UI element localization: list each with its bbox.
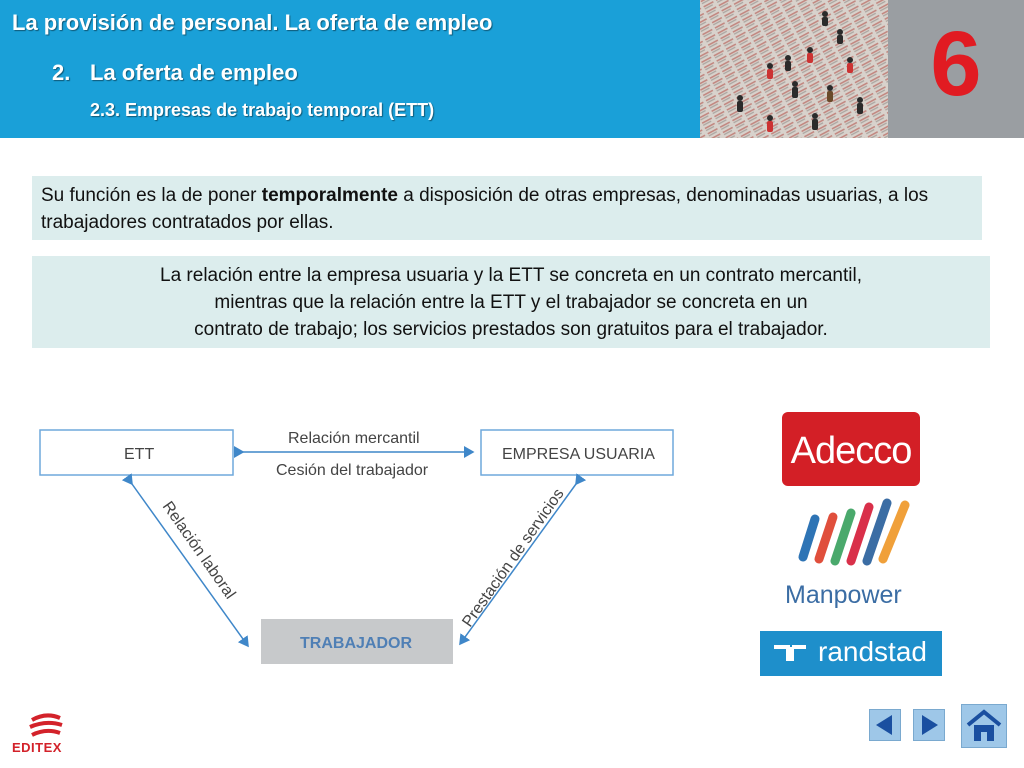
randstad-mark-icon — [770, 631, 820, 676]
editex-logo-text: EDITEX — [12, 740, 62, 755]
section-number: 2. — [52, 60, 71, 85]
header-photo — [700, 0, 888, 138]
manpower-stripes-icon — [783, 497, 921, 577]
cesion-label: Cesión del trabajador — [276, 462, 429, 479]
section-heading — [52, 60, 298, 86]
relations-line-2: mientras que la relación entre la ETT y el trabajador se concreta en un — [214, 292, 808, 313]
manpower-logo — [783, 497, 921, 613]
editex-logo — [12, 712, 78, 760]
house-icon — [962, 705, 1006, 747]
randstad-logo-text: randstad — [818, 636, 927, 667]
definition-box — [32, 176, 982, 240]
mercantil-label: Relación mercantil — [288, 430, 420, 447]
relations-line-1: La relación entre la empresa usuaria y la ETT se concreta en un contrato mercantil, — [160, 265, 862, 286]
chapter-badge — [888, 0, 1024, 138]
definition-bold-word: temporalmente — [261, 185, 398, 206]
trabajador-label: TRABAJADOR — [300, 635, 412, 652]
triangle-left-icon — [870, 710, 900, 740]
triangle-right-icon — [914, 710, 944, 740]
ett-node-label: ETT — [124, 446, 155, 463]
header-banner — [0, 0, 700, 138]
laboral-label: Relación laboral — [158, 498, 239, 603]
previous-slide-button[interactable] — [869, 709, 901, 741]
relations-line-3: contrato de trabajo; los servicios prestados son gratuitos para el trabajador. — [194, 319, 828, 340]
laboral-arrow — [132, 484, 248, 646]
prestacion-label: Prestación de servicios — [459, 485, 568, 631]
subsection-heading: 2.3. Empresas de trabajo temporal (ETT) — [90, 100, 435, 120]
ett-relationship-diagram — [30, 400, 690, 690]
randstad-logo — [760, 631, 942, 676]
page-title: La provisión de personal. La oferta de empleo — [12, 10, 493, 35]
crowd-photo-image — [700, 0, 888, 138]
manpower-logo-text: Manpower — [785, 581, 902, 609]
adecco-logo-text: Adecco — [790, 430, 912, 472]
next-slide-button[interactable] — [913, 709, 945, 741]
definition-text-end: a disposición de otras empresas, denominadas usuarias, a los trabajadores contratados por ellas. — [41, 185, 929, 233]
editex-mark-icon — [26, 712, 66, 740]
definition-text-start: Su función es la de poner — [41, 185, 262, 206]
relations-box — [32, 256, 990, 348]
home-button[interactable] — [961, 704, 1007, 748]
empresa-usuaria-label: EMPRESA USUARIA — [502, 446, 655, 463]
chapter-number: 6 — [930, 13, 982, 115]
section-title: La oferta de empleo — [90, 60, 298, 85]
adecco-logo — [782, 412, 920, 486]
